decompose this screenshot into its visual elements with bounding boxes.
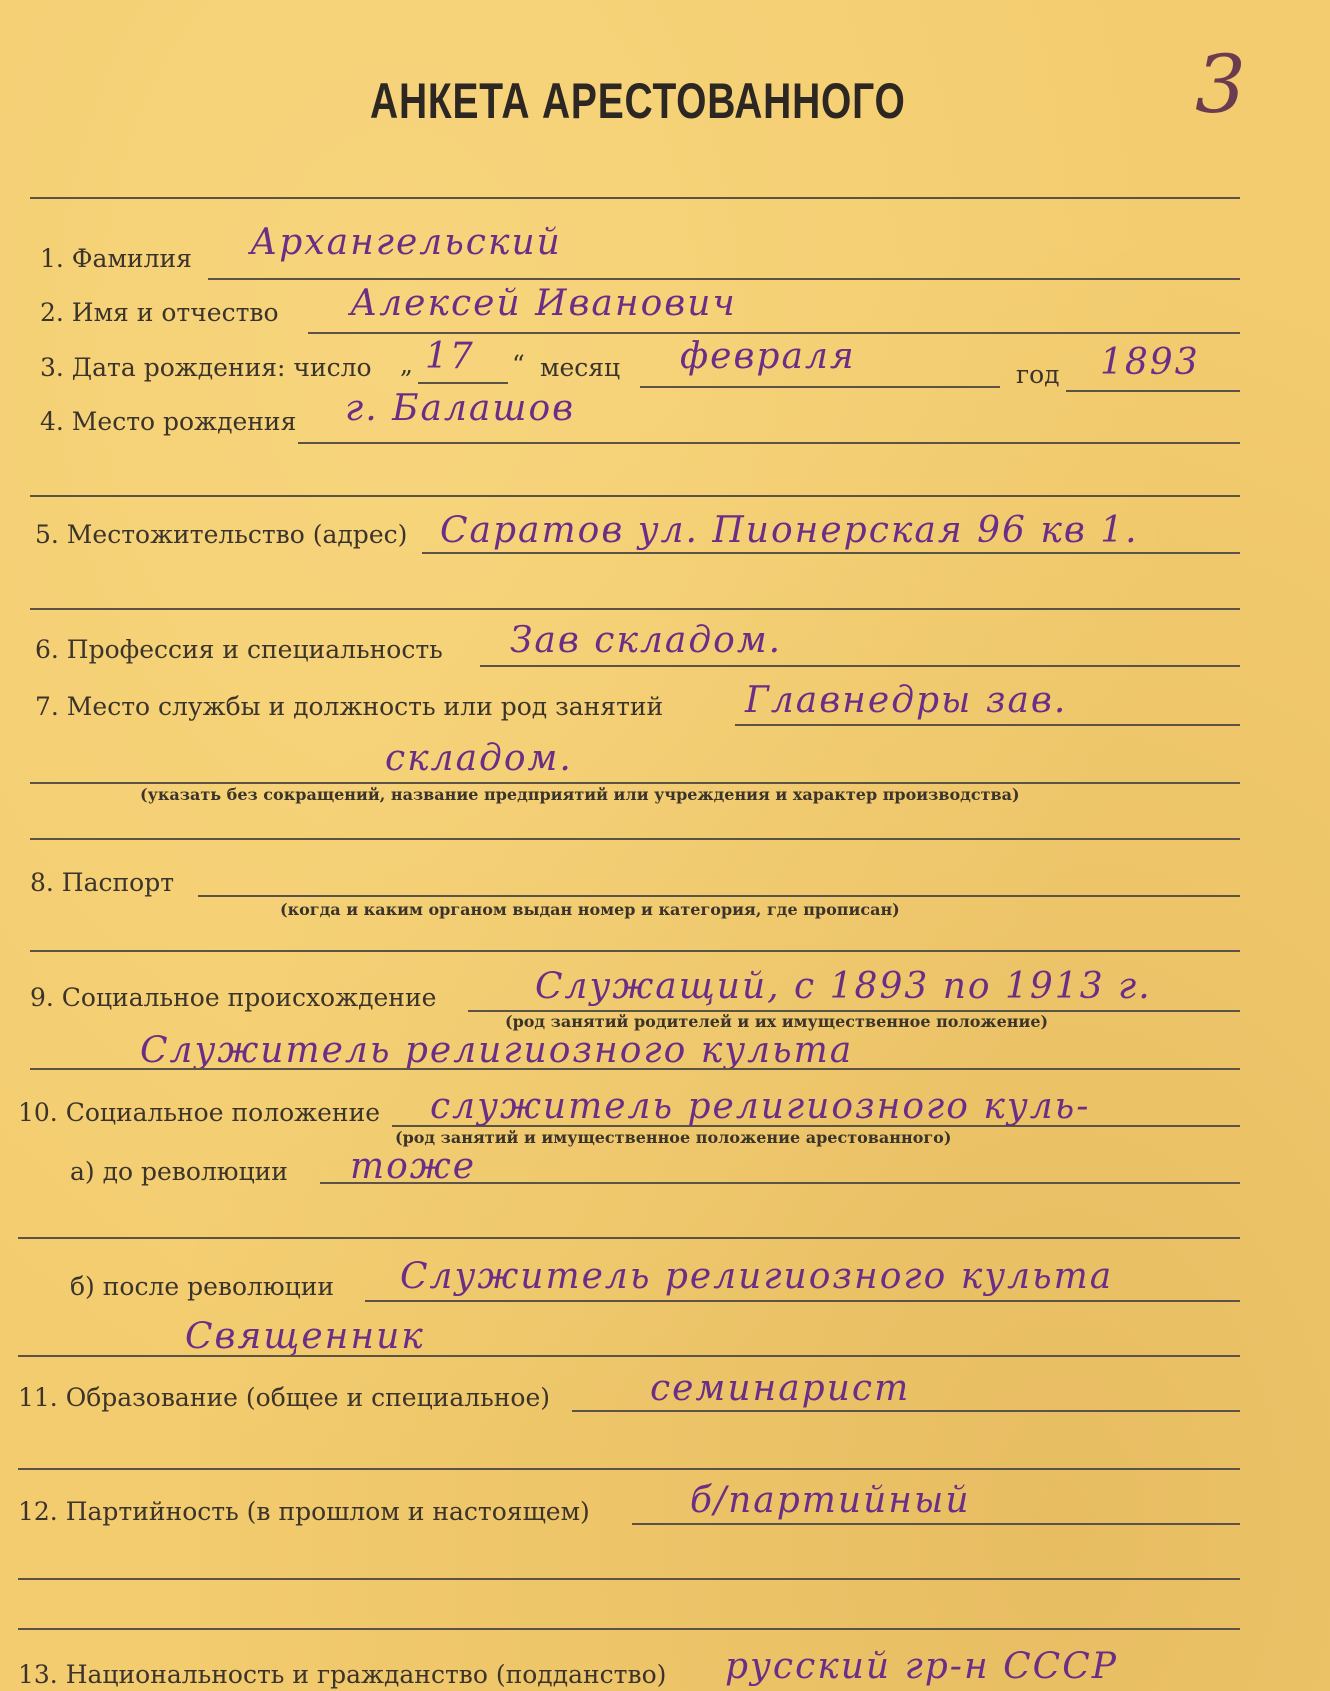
field-surname-line [208, 278, 1240, 280]
rule-5b [30, 608, 1240, 610]
field-after-revolution-line2 [18, 1355, 1240, 1357]
field-profession-value: Зав складом. [510, 620, 783, 661]
field-birthdate-year-line [1066, 390, 1240, 392]
rule-11b [18, 1468, 1240, 1470]
field-before-revolution-value: тоже [350, 1146, 477, 1187]
field-workplace-value2: складом. [385, 738, 573, 779]
field-birthdate-day-line [418, 382, 508, 384]
form-title: АНКЕТА АРЕСТОВАННОГО [370, 73, 906, 129]
field-after-revolution-label: б) после революции [70, 1272, 335, 1301]
field-birthdate-month-label: месяц [540, 353, 621, 382]
field-passport-line [198, 895, 1240, 897]
field-profession-label: 6. Профессия и специальность [35, 635, 443, 664]
field-name-value: Алексей Иванович [350, 283, 737, 324]
field-origin-hint: (род занятий родителей и их имущественное положение) [505, 1012, 1049, 1031]
page-number: 3 [1195, 38, 1246, 131]
field-origin-value: Служащий, с 1893 по 1913 г. [535, 966, 1152, 1007]
field-workplace-line [735, 724, 1240, 726]
field-birthplace-value: г. Балашов [345, 388, 576, 429]
field-education-label: 11. Образование (общее и специальное) [18, 1383, 550, 1412]
rule-12c [18, 1628, 1240, 1630]
field-birthdate-day-value: 17 [425, 336, 475, 377]
rule-7c [30, 838, 1240, 840]
field-after-revolution-line [365, 1300, 1240, 1302]
field-birthdate-quote-open: „ [400, 350, 413, 379]
rule-4b [30, 495, 1240, 497]
field-after-revolution-value2: Священник [185, 1316, 425, 1357]
field-social-status-value: служитель религиозного куль- [430, 1086, 1091, 1127]
field-origin-label: 9. Социальное происхождение [30, 983, 437, 1012]
field-birthdate-quote-close: “ [512, 350, 525, 379]
field-party-label: 12. Партийность (в прошлом и настоящем) [18, 1497, 590, 1526]
field-education-line [572, 1410, 1240, 1412]
field-social-status-label: 10. Социальное положение [18, 1098, 381, 1127]
field-nationality-label: 13. Национальность и гражданство (подданство) [18, 1660, 667, 1689]
field-birthdate-month-line [640, 386, 1000, 388]
field-name-line [308, 332, 1240, 334]
rule-10a-b [18, 1237, 1240, 1239]
rule-top [30, 197, 1240, 199]
field-education-value: семинарист [650, 1368, 911, 1409]
field-profession-line [480, 665, 1240, 667]
field-origin-value2: Служитель религиозного культа [140, 1030, 854, 1071]
field-birthdate-label: 3. Дата рождения: число [40, 353, 372, 382]
field-birthplace-label: 4. Место рождения [40, 407, 297, 436]
field-surname-label: 1. Фамилия [40, 244, 192, 273]
field-address-label: 5. Местожительство (адрес) [35, 520, 408, 549]
field-workplace-line2 [30, 782, 1240, 784]
field-party-line [632, 1523, 1240, 1525]
field-birthdate-year-value: 1893 [1100, 342, 1200, 383]
field-workplace-value: Главнедры зав. [745, 680, 1068, 721]
field-workplace-hint: (указать без сокращений, название предприятий или учреждения и характер производства) [140, 785, 1020, 804]
rule-12b [18, 1578, 1240, 1580]
field-birthplace-line [298, 442, 1240, 444]
field-birthdate-year-label: год [1016, 360, 1060, 389]
field-after-revolution-value: Служитель религиозного культа [400, 1256, 1114, 1297]
field-address-line [422, 552, 1240, 554]
field-nationality-value: русский гр-н СССР [725, 1646, 1118, 1687]
field-name-label: 2. Имя и отчество [40, 298, 279, 327]
field-origin-line2 [30, 1068, 1240, 1070]
field-passport-label: 8. Паспорт [30, 868, 175, 897]
field-social-status-hint: (род занятий и имущественное положение арестованного) [395, 1128, 952, 1147]
field-passport-hint: (когда и каким органом выдан номер и категория, где прописан) [280, 900, 900, 919]
field-before-revolution-label: а) до революции [70, 1157, 288, 1186]
field-party-value: б/партийный [690, 1480, 971, 1521]
field-birthdate-month-value: февраля [680, 336, 856, 377]
field-surname-value: Архангельский [250, 222, 562, 263]
field-address-value: Саратов ул. Пионерская 96 кв 1. [440, 510, 1139, 551]
field-workplace-label: 7. Место службы и должность или род занятий [35, 692, 664, 721]
rule-8b [30, 950, 1240, 952]
